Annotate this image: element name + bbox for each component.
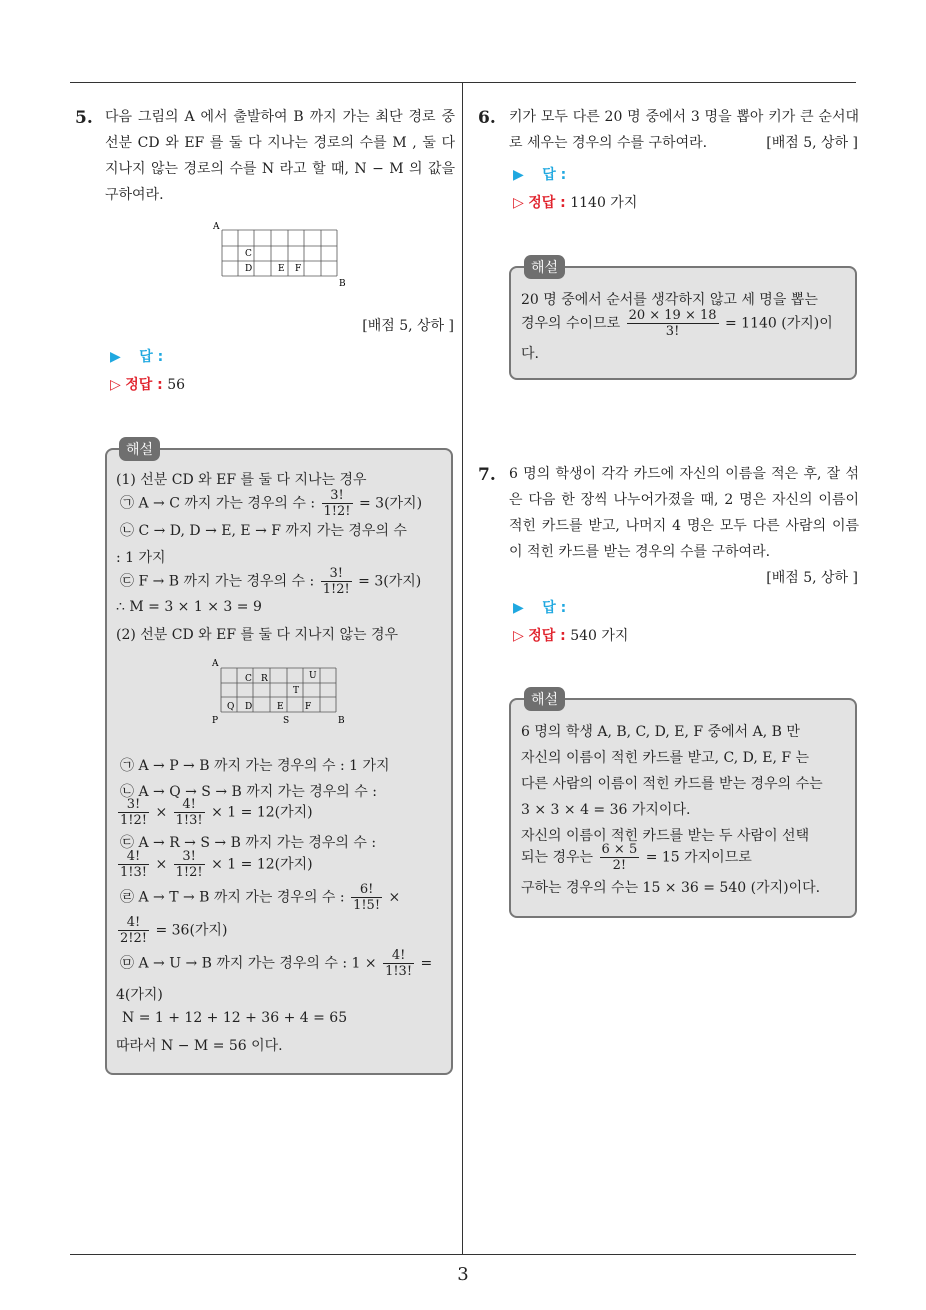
bottom-rule: [70, 1254, 856, 1255]
grid2-label-a: A: [212, 659, 219, 669]
fraction: $\frac{3!}{1!2!}$: [322, 566, 350, 597]
sol7-line6: 되는 경우는 $\frac{6 \times 5}{2!}$ = 15 가지이므로: [521, 842, 752, 873]
grid2-label-q: Q: [227, 702, 235, 712]
fraction: $\frac{4!}{1!3!}$: [120, 849, 147, 880]
fraction: $\frac{3!}{1!2!}$: [120, 797, 147, 828]
grid-label-d: D: [245, 264, 253, 274]
grid-label-b: B: [339, 279, 346, 289]
grid2-label-f: F: [305, 702, 312, 712]
grid-label-f: F: [295, 264, 302, 274]
sol6-line3: 다.: [521, 346, 539, 362]
sol5-line7: (2) 선분 CD 와 EF 를 둘 다 지나지 않는 경우: [116, 627, 399, 643]
question-5-points: [배점 5, 상하 ]: [362, 318, 454, 334]
fraction: $\frac{6 \times 5}{2!}$: [601, 842, 638, 873]
sol7-line1: 6 명의 학생 A, B, C, D, E, F 중에서 A, B 만: [521, 724, 800, 740]
triangle-outline-icon: ▷: [110, 377, 121, 393]
sol5-line11: ㉢ A → R → S → B 까지 가는 경우의 수 :: [120, 835, 377, 851]
sol5-line13: ㉣ A → T → B 까지 가는 경우의 수 : $\frac{6!}{1!5!}$ ×: [120, 882, 401, 913]
sol7-line4: 3 × 3 × 4 = 36 가지이다.: [521, 802, 691, 818]
grid2-label-s: S: [283, 716, 290, 726]
answer-label: 답 :: [542, 600, 567, 616]
triangle-outline-icon: ▷: [513, 628, 524, 644]
sol5-line3: ㉡ C → D, D → E, E → F 까지 가는 경우의 수: [120, 523, 407, 539]
grid2-label-b: B: [338, 716, 345, 726]
question-5-grid-figure: [210, 218, 350, 290]
sol5-line17: N = 1 + 12 + 12 + 36 + 4 = 65: [122, 1010, 348, 1026]
sol5-line2: ㉠ A → C 까지 가는 경우의 수 : $\frac{3!}{1!2!}$ = 3(가지): [120, 488, 423, 519]
play-icon: ▶: [110, 349, 121, 365]
sol5-line15: ㉤ A → U → B 까지 가는 경우의 수 : 1 × $\frac{4!}{1!3!}$ =: [120, 948, 433, 979]
grid2-label-r: R: [261, 674, 268, 684]
sol5-line5: ㉢ F → B 까지 가는 경우의 수 : $\frac{3!}{1!2!}$ = 3(가지): [120, 566, 422, 597]
grid2-label-e: E: [277, 702, 284, 712]
grid2-label-p: P: [212, 716, 219, 726]
column-divider: [462, 82, 463, 1254]
sol7-line5: 자신의 이름이 적힌 카드를 받는 두 사람이 선택: [521, 828, 810, 844]
solution-tag: 해설: [524, 255, 565, 279]
fraction: $\frac{4!}{1!3!}$: [385, 948, 413, 979]
grid-label-a: A: [213, 222, 220, 232]
sol6-line2: 경우의 수이므로 $\frac{20 \times 19 \times 18}{3!}$ = 1140 (가지)이: [521, 308, 833, 339]
grid2-label-u: U: [309, 671, 317, 681]
question-7-answer-row: [513, 597, 566, 617]
question-6-number: 6.: [478, 108, 496, 128]
sol5-line6: ∴ M = 3 × 1 × 3 = 9: [116, 599, 262, 615]
sol5-line1: (1) 선분 CD 와 EF 를 둘 다 지나는 경우: [116, 472, 367, 488]
fraction: $\frac{3!}{1!2!}$: [323, 488, 351, 519]
fraction: $\frac{20 \times 19 \times 18}{3!}$: [628, 308, 717, 339]
answer-label: 답 :: [139, 349, 164, 365]
question-7-points: [배점 5, 상하 ]: [766, 570, 858, 586]
grid2-label-c: C: [245, 674, 252, 684]
question-6-answer-row: [513, 164, 566, 184]
question-7-number: 7.: [478, 465, 496, 485]
sol5-line16: 4(가지): [116, 987, 163, 1003]
grid-label-e: E: [278, 264, 285, 274]
question-6-points: [배점 5, 상하 ]: [766, 135, 858, 151]
correct-value: 540 가지: [570, 628, 629, 644]
fraction: $\frac{4!}{2!2!}$: [120, 915, 147, 946]
play-icon: ▶: [513, 167, 524, 183]
sol5-line8: ㉠ A → P → B 까지 가는 경우의 수 : 1 가지: [120, 758, 390, 774]
solution-grid-figure: [205, 654, 350, 726]
sol6-line1: 20 명 중에서 순서를 생각하지 않고 세 명을 뽑는: [521, 292, 818, 308]
grid-label-c: C: [245, 249, 252, 259]
page-number: 3: [457, 1264, 469, 1285]
sol7-line7: 구하는 경우의 수는 15 × 36 = 540 (가지)이다.: [521, 880, 821, 896]
correct-label: 정답 :: [528, 195, 566, 211]
question-6-text: 키가 모두 다른 20 명 중에서 3 명을 뽑아 키가 큰 순서대로 세우는 경우의 수를 구하여라.: [509, 109, 859, 151]
correct-value: 1140 가지: [570, 195, 638, 211]
sol5-line14: $\frac{4!}{2!2!}$ = 36(가지): [120, 915, 228, 946]
triangle-outline-icon: ▷: [513, 195, 524, 211]
grid2-label-t: T: [293, 686, 300, 696]
fraction: $\frac{3!}{1!2!}$: [175, 849, 203, 880]
grid2-label-d: D: [245, 702, 253, 712]
question-5-number: 5.: [75, 108, 93, 128]
question-5-answer-row: [110, 346, 163, 366]
top-rule: [70, 82, 856, 83]
fraction: $\frac{4!}{1!3!}$: [175, 797, 203, 828]
question-7-text: 6 명의 학생이 각각 카드에 자신의 이름을 적은 후, 잘 섞은 다음 한 장씩 나누어가졌을 때, 2 명은 자신의 이름이 적힌 카드를 받고, 나머지 4 명은 모두 다른 사람의 이름이 적힌 카드를 받는 경우의 수를 구하여라.: [509, 466, 859, 560]
sol5-line9: ㉡ A → Q → S → B 까지 가는 경우의 수 :: [120, 784, 377, 800]
fraction: $\frac{6!}{1!5!}$: [353, 882, 381, 913]
question-7-correct-row: [513, 625, 628, 645]
sol5-line4: : 1 가지: [116, 550, 166, 566]
answer-label: 답 :: [542, 167, 567, 183]
play-icon: ▶: [513, 600, 524, 616]
correct-label: 정답 :: [528, 628, 566, 644]
solution-tag: 해설: [524, 687, 565, 711]
sol5-line12: $\frac{4!}{1!3!}$ × $\frac{3!}{1!2!}$ × 1 = 12(가지): [120, 849, 313, 880]
question-5-text: 다음 그림의 A 에서 출발하여 B 까지 가는 최단 경로 중 선분 CD 와 EF 를 둘 다 지나는 경로의 수를 M , 둘 다 지나지 않는 경로의 수를 N 라고 할 때, N − M 의 값을 구하여라.: [105, 109, 455, 203]
question-5-correct-row: [110, 374, 185, 394]
question-6-correct-row: [513, 192, 637, 212]
sol5-line18: 따라서 N − M = 56 이다.: [116, 1038, 283, 1054]
correct-value: 56: [167, 377, 186, 393]
solution-tag: 해설: [119, 437, 160, 461]
sol7-line2: 자신의 이름이 적힌 카드를 받고, C, D, E, F 는: [521, 750, 810, 766]
sol7-line3: 다른 사람의 이름이 적힌 카드를 받는 경우의 수는: [521, 776, 823, 792]
sol5-line10: $\frac{3!}{1!2!}$ × $\frac{4!}{1!3!}$ × 1 = 12(가지): [120, 797, 313, 828]
correct-label: 정답 :: [125, 377, 163, 393]
